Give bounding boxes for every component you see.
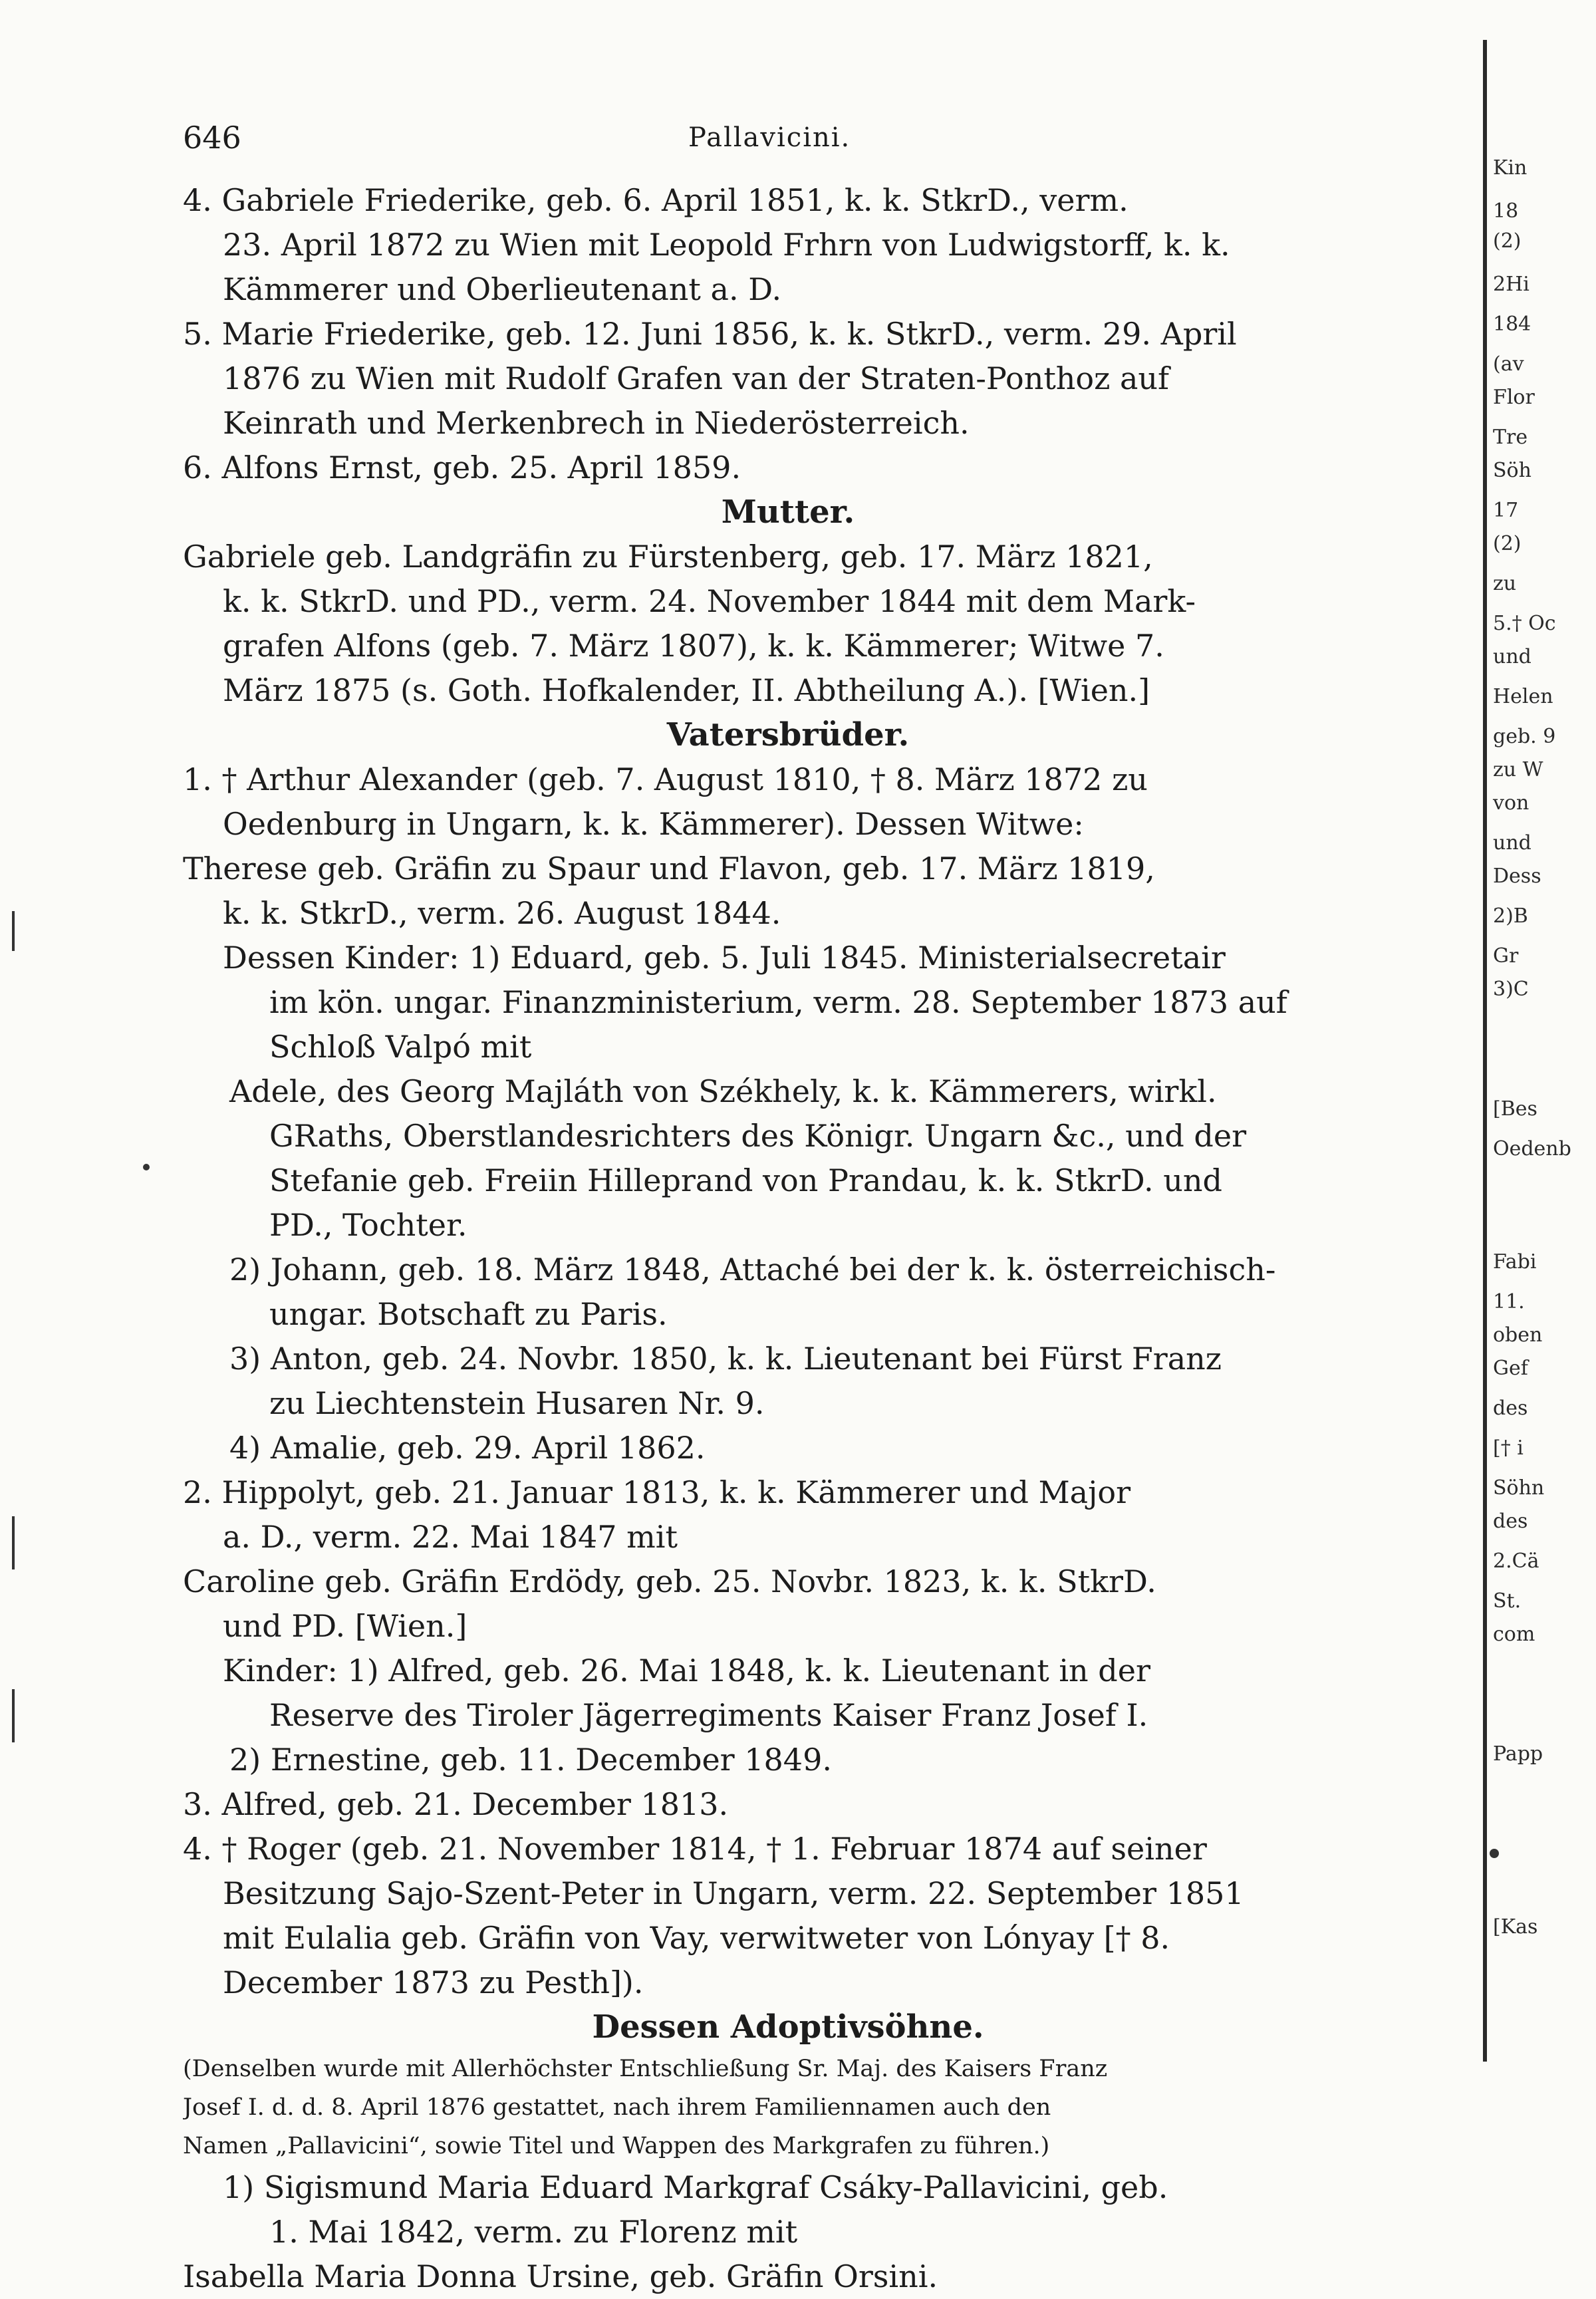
text-line: Dessen Kinder: 1) Eduard, geb. 5. Juli 1845. Ministerialsecretair xyxy=(223,940,1226,976)
text-line: Isabella Maria Donna Ursine, geb. Gräfin Orsini. xyxy=(183,2258,938,2294)
margin-fragment: 2Hi xyxy=(1493,273,1530,296)
page-number: 646 xyxy=(183,120,241,156)
margin-fragment: 17 xyxy=(1493,499,1519,522)
running-title: Pallavicini. xyxy=(688,122,851,153)
margin-fragment: Söhn xyxy=(1493,1476,1545,1500)
margin-fragment: Oedenb xyxy=(1493,1137,1571,1160)
text-line: k. k. StkrD., verm. 26. August 1844. xyxy=(223,895,781,931)
text-line: 5. Marie Friederike, geb. 12. Juni 1856, k. k. StkrD., verm. 29. April xyxy=(183,316,1237,352)
margin-fragment: 2)B xyxy=(1493,904,1528,928)
text-line: Stefanie geb. Freiin Hilleprand von Prandau, k. k. StkrD. und xyxy=(269,1162,1222,1198)
margin-fragment: Tre xyxy=(1493,426,1528,449)
margin-fragment: (2) xyxy=(1493,532,1522,555)
text-line: Namen „Pallavicini“, sowie Titel und Wappen des Markgrafen zu führen.) xyxy=(183,2133,1050,2159)
text-line: Gabriele geb. Landgräfin zu Fürstenberg, geb. 17. März 1821, xyxy=(183,539,1153,575)
margin-fragment: des xyxy=(1493,1510,1528,1533)
print-speck xyxy=(143,1164,150,1170)
margin-fragment: Dess xyxy=(1493,865,1541,888)
margin-fragment: Gef xyxy=(1493,1357,1528,1380)
print-mark xyxy=(12,1516,15,1569)
margin-fragment: 11. xyxy=(1493,1290,1525,1313)
margin-fragment: Flor xyxy=(1493,386,1535,409)
text-line: 2) Johann, geb. 18. März 1848, Attaché bei der k. k. österreichisch- xyxy=(229,1252,1276,1287)
gutter-rule xyxy=(1483,40,1487,2062)
text-line: 2) Ernestine, geb. 11. December 1849. xyxy=(229,1742,832,1778)
margin-fragment: [Bes xyxy=(1493,1097,1537,1121)
text-line: Keinrath und Merkenbrech in Niederösterreich. xyxy=(223,405,970,441)
text-line: Oedenburg in Ungarn, k. k. Kämmerer). Dessen Witwe: xyxy=(223,806,1084,842)
text-line: Adele, des Georg Majláth von Székhely, k. k. Kämmerers, wirkl. xyxy=(229,1073,1217,1109)
text-line: im kön. ungar. Finanzministerium, verm. 28. September 1873 auf xyxy=(269,984,1287,1020)
text-line: (Denselben wurde mit Allerhöchster Entschließung Sr. Maj. des Kaisers Franz xyxy=(183,2056,1108,2082)
text-line: December 1873 zu Pesth]). xyxy=(223,1964,644,2000)
text-line: Kämmerer und Oberlieutenant a. D. xyxy=(223,271,782,307)
print-mark xyxy=(12,1689,15,1742)
text-line: März 1875 (s. Goth. Hofkalender, II. Abtheilung A.). [Wien.] xyxy=(223,672,1150,708)
margin-fragment: zu W xyxy=(1493,758,1543,781)
margin-fragment: Söh xyxy=(1493,459,1531,482)
text-line: 1. Mai 1842, verm. zu Florenz mit xyxy=(269,2214,798,2250)
margin-fragment: Kin xyxy=(1493,156,1528,180)
margin-fragment: Gr xyxy=(1493,944,1519,968)
text-line: PD., Tochter. xyxy=(269,1207,467,1243)
text-line: Caroline geb. Gräfin Erdödy, geb. 25. Novbr. 1823, k. k. StkrD. xyxy=(183,1563,1156,1599)
margin-fragment: Fabi xyxy=(1493,1250,1537,1274)
print-mark xyxy=(12,911,15,951)
text-line: Schloß Valpó mit xyxy=(269,1029,532,1065)
margin-fragment: com xyxy=(1493,1623,1535,1646)
margin-fragment: 2.Cä xyxy=(1493,1550,1539,1573)
margin-fragment: Papp xyxy=(1493,1742,1543,1766)
text-line: Josef I. d. d. 8. April 1876 gestattet, nach ihrem Familiennamen auch den xyxy=(183,2094,1051,2121)
margin-fragment: [† i xyxy=(1493,1436,1524,1460)
margin-fragment: oben xyxy=(1493,1323,1543,1347)
margin-fragment: von xyxy=(1493,791,1530,815)
text-line: 3) Anton, geb. 24. Novbr. 1850, k. k. Lieutenant bei Fürst Franz xyxy=(229,1341,1222,1377)
print-speck xyxy=(1490,1849,1499,1858)
page-header xyxy=(183,120,1393,160)
margin-fragment: zu xyxy=(1493,572,1517,595)
text-line: grafen Alfons (geb. 7. März 1807), k. k. Kämmerer; Witwe 7. xyxy=(223,628,1164,664)
margin-fragment: St. xyxy=(1493,1589,1522,1613)
text-line: 6. Alfons Ernst, geb. 25. April 1859. xyxy=(183,450,741,485)
section-heading-adoptivsoehne: Dessen Adoptivsöhne. xyxy=(592,2008,984,2046)
text-line: mit Eulalia geb. Gräfin von Vay, verwitweter von Lónyay [† 8. xyxy=(223,1920,1170,1956)
text-line: k. k. StkrD. und PD., verm. 24. November 1844 mit dem Mark- xyxy=(223,583,1196,619)
margin-fragment: 18 xyxy=(1493,200,1519,223)
section-heading-mutter: Mutter. xyxy=(721,493,855,531)
text-line: GRaths, Oberstlandesrichters des Königr. Ungarn &c., und der xyxy=(269,1118,1247,1154)
text-line: Therese geb. Gräfin zu Spaur und Flavon, geb. 17. März 1819, xyxy=(183,851,1155,886)
text-line: 1) Sigismund Maria Eduard Markgraf Csáky-Pallavicini, geb. xyxy=(223,2169,1168,2205)
text-line: Reserve des Tiroler Jägerregiments Kaiser Franz Josef I. xyxy=(269,1697,1148,1733)
text-line: 4. Gabriele Friederike, geb. 6. April 1851, k. k. StkrD., verm. xyxy=(183,182,1129,218)
margin-fragment: 3)C xyxy=(1493,978,1529,1001)
text-line: und PD. [Wien.] xyxy=(223,1608,467,1644)
margin-fragment: und xyxy=(1493,645,1531,668)
text-line: 4) Amalie, geb. 29. April 1862. xyxy=(229,1430,706,1466)
page-body xyxy=(183,178,1393,2299)
text-line: ungar. Botschaft zu Paris. xyxy=(269,1296,668,1332)
text-line: Kinder: 1) Alfred, geb. 26. Mai 1848, k. k. Lieutenant in der xyxy=(223,1653,1150,1689)
margin-fragment: (av xyxy=(1493,352,1524,376)
text-line: 3. Alfred, geb. 21. December 1813. xyxy=(183,1786,729,1822)
margin-fragment: Helen xyxy=(1493,685,1553,708)
section-heading-vatersbrueder: Vatersbrüder. xyxy=(666,716,910,753)
margin-fragment: und xyxy=(1493,831,1531,855)
text-line: 4. † Roger (geb. 21. November 1814, † 1. Februar 1874 auf seiner xyxy=(183,1831,1207,1867)
text-line: 1. † Arthur Alexander (geb. 7. August 1810, † 8. März 1872 zu xyxy=(183,761,1148,797)
text-line: 2. Hippolyt, geb. 21. Januar 1813, k. k. Kämmerer und Major xyxy=(183,1474,1131,1510)
margin-fragment: des xyxy=(1493,1397,1528,1420)
margin-fragment: 5.† Oc xyxy=(1493,612,1556,635)
margin-fragment: (2) xyxy=(1493,229,1522,253)
margin-fragment: geb. 9 xyxy=(1493,725,1556,748)
text-line: 23. April 1872 zu Wien mit Leopold Frhrn von Ludwigstorff, k. k. xyxy=(223,227,1230,263)
text-line: 1876 zu Wien mit Rudolf Grafen van der Straten-Ponthoz auf xyxy=(223,360,1170,396)
margin-fragment: 184 xyxy=(1493,313,1531,336)
margin-fragment: [Kas xyxy=(1493,1915,1538,1939)
text-line: zu Liechtenstein Husaren Nr. 9. xyxy=(269,1385,765,1421)
text-line: a. D., verm. 22. Mai 1847 mit xyxy=(223,1519,678,1555)
text-line: Besitzung Sajo-Szent-Peter in Ungarn, verm. 22. September 1851 xyxy=(223,1875,1244,1911)
